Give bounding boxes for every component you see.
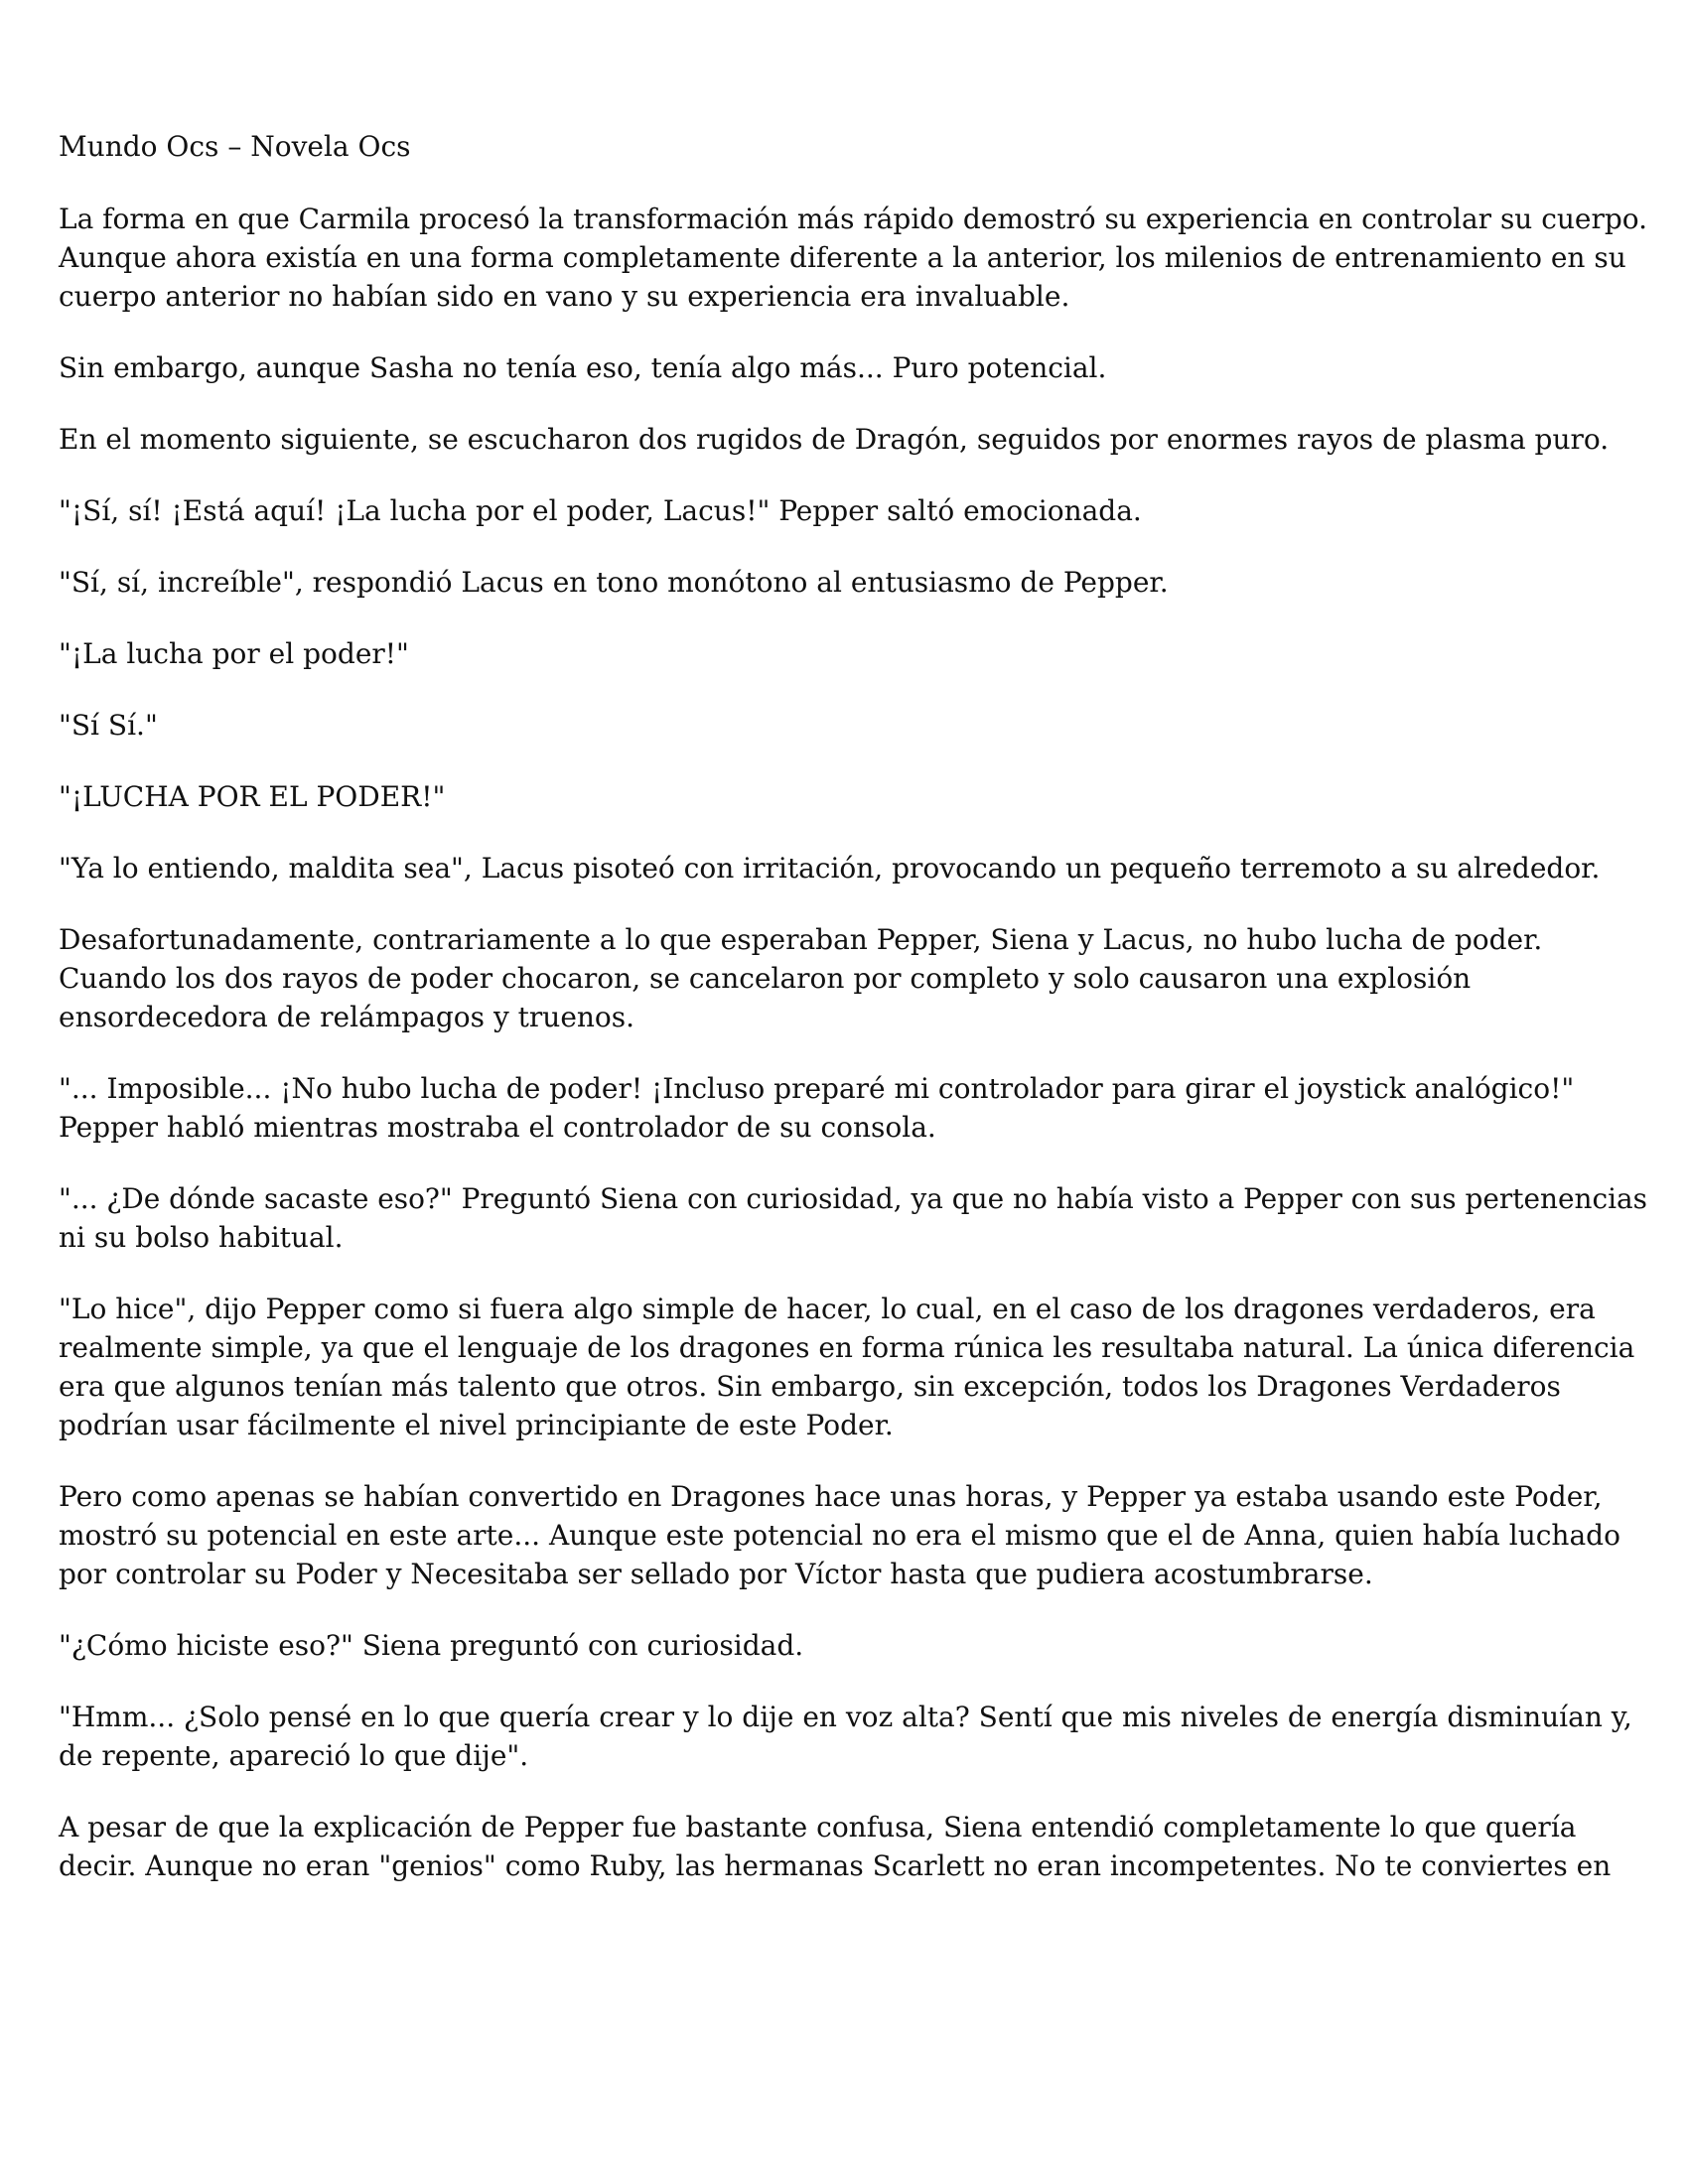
text-line: "... ¿De dónde sacaste eso?" Preguntó Siena con curiosidad, ya que no había visto a Pepper con sus pertenencias [59,1182,1647,1215]
paragraph [59,1069,1647,1147]
text-line: Pepper habló mientras mostraba el controlador de su consola. [59,1111,936,1144]
text-line: "Sí Sí." [59,709,158,742]
text-line: Cuando los dos rayos de poder chocaron, se cancelaron por completo y solo causaron una explosión [59,962,1472,995]
text-line: A pesar de que la explicación de Pepper fue bastante confusa, Siena entendió completamente lo que quería [59,1811,1577,1843]
text-line: ni su bolso habitual. [59,1221,344,1254]
text-line: "¡Sí, sí! ¡Está aquí! ¡La lucha por el poder, Lacus!" Pepper saltó emocionada. [59,494,1142,527]
text-line: La forma en que Carmila procesó la transformación más rápido demostró su experiencia en controlar su cuerpo. [59,203,1647,235]
text-line: "Sí, sí, increíble", respondió Lacus en tono monótono al entusiasmo de Pepper. [59,566,1169,599]
text-line: era que algunos tenían más talento que otros. Sin embargo, sin excepción, todos los Dragones Verdaderos [59,1370,1561,1403]
paragraph [59,706,1647,745]
text-line: podrían usar fácilmente el nivel principiante de este Poder. [59,1409,894,1441]
text-line: "¡La lucha por el poder!" [59,637,409,670]
document-page [59,127,1647,1918]
text-line: Desafortunadamente, contrariamente a lo que esperaban Pepper, Siena y Lacus, no hubo lucha de poder. [59,923,1543,956]
paragraph [59,634,1647,673]
paragraph [59,1290,1647,1444]
paragraph [59,1477,1647,1593]
paragraph [59,1179,1647,1257]
paragraph [59,420,1647,459]
text-line: Sin embargo, aunque Sasha no tenía eso, tenía algo más... Puro potencial. [59,351,1107,384]
text-line: "Hmm... ¿Solo pensé en lo que quería crear y lo dije en voz alta? Sentí que mis niveles de energía disminuían y, [59,1701,1632,1733]
text-line: Aunque ahora existía en una forma completamente diferente a la anterior, los milenios de entrenamiento en su [59,241,1626,274]
text-line: "¿Cómo hiciste eso?" Siena preguntó con curiosidad. [59,1629,804,1662]
text-line: "Lo hice", dijo Pepper como si fuera algo simple de hacer, lo cual, en el caso de los dragones verdaderos, era [59,1293,1596,1325]
paragraph [59,491,1647,530]
text-line: "¡LUCHA POR EL PODER!" [59,780,446,813]
paragraph [59,563,1647,602]
paragraph [59,1698,1647,1775]
text-line: Pero como apenas se habían convertido en Dragones hace unas horas, y Pepper ya estaba usando este Poder, [59,1480,1603,1513]
paragraph [59,920,1647,1036]
text-line: cuerpo anterior no habían sido en vano y su experiencia era invaluable. [59,280,1070,313]
paragraph [59,348,1647,387]
paragraph [59,1808,1647,1885]
text-line: En el momento siguiente, se escucharon dos rugidos de Dragón, seguidos por enormes rayos de plasma puro. [59,423,1610,456]
text-line: ensordecedora de relámpagos y truenos. [59,1001,635,1033]
paragraph [59,200,1647,316]
document-body [59,200,1647,1885]
paragraph [59,1626,1647,1665]
text-line: por controlar su Poder y Necesitaba ser sellado por Víctor hasta que pudiera acostumbrarse. [59,1558,1373,1590]
document-header: Mundo Ocs – Novela Ocs [59,130,411,163]
paragraph [59,849,1647,887]
text-line: mostró su potencial en este arte... Aunque este potencial no era el mismo que el de Anna, quien había luchado [59,1519,1620,1552]
text-line: "... Imposible... ¡No hubo lucha de poder! ¡Incluso preparé mi controlador para girar el joystick analógico!" [59,1072,1575,1105]
text-line: decir. Aunque no eran "genios" como Ruby, las hermanas Scarlett no eran incompetentes. No te conviertes en [59,1849,1612,1882]
text-line: "Ya lo entiendo, maldita sea", Lacus pisoteó con irritación, provocando un pequeño terremoto a su alrededor. [59,852,1601,885]
text-line: de repente, apareció lo que dije". [59,1739,529,1772]
text-line: realmente simple, ya que el lenguaje de los dragones en forma rúnica les resultaba natural. La única diferencia [59,1331,1635,1364]
paragraph [59,777,1647,816]
